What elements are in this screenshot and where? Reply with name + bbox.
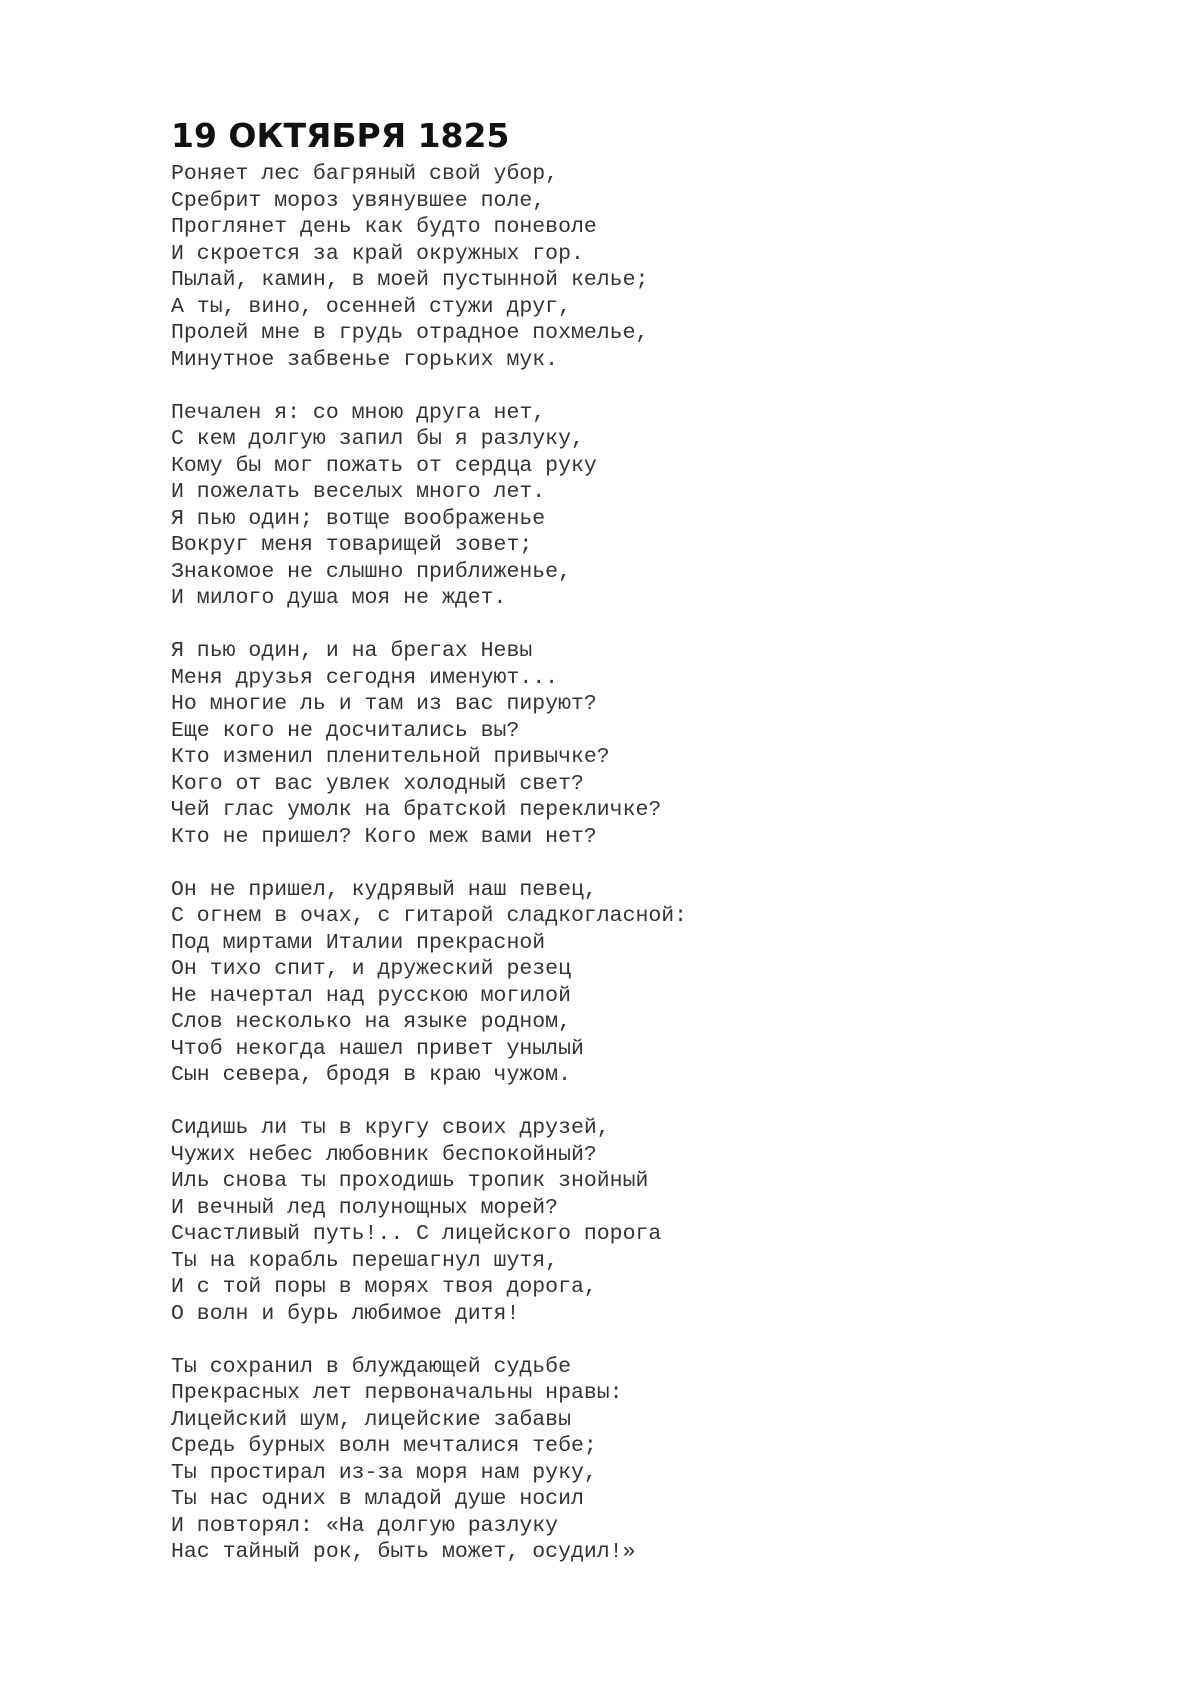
poem-line: Вокруг меня товарищей зовет; [171, 533, 533, 557]
poem-line: Ты простирал из-за моря нам руку, [171, 1460, 597, 1485]
poem-line: Сын севера, бродя в краю чужом. [171, 1063, 571, 1087]
poem-line: Счастливый путь!.. С лицейского порога [171, 1222, 662, 1246]
stanza-3 [171, 638, 1151, 850]
poem-line: Кого от вас увлек холодный свет? [171, 771, 584, 796]
poem-line: С кем долгую запил бы я разлуку, [171, 427, 584, 451]
poem-line: Слов несколько на языке родном, [171, 1010, 571, 1034]
poem-line: Роняет лес багряный свой убор, [171, 162, 559, 186]
poem-line: Ты нас одних в младой душе носил [171, 1487, 584, 1511]
poem-line: Но многие ль и там из вас пируют? [171, 692, 597, 716]
stanza-5 [171, 1115, 1151, 1327]
poem-line: А ты, вино, осенней стужи друг, [171, 294, 571, 319]
stanza-6 [171, 1354, 1151, 1566]
poem-line: И с той поры в морях твоя дорога, [171, 1275, 597, 1299]
poem-line: Под миртами Италии прекрасной [171, 930, 546, 955]
poem-line: Нас тайный рок, быть может, осудил!» [171, 1540, 636, 1564]
poem-line: Пылай, камин, в моей пустынной келье; [171, 268, 649, 292]
poem-body [171, 161, 1151, 1592]
poem-line: Сребрит мороз увянувшее поле, [171, 188, 546, 213]
poem-line: И скроется за край окружных гор. [171, 241, 584, 266]
poem-line: Печален я: со мною друга нет, [171, 400, 546, 425]
poem-line: Иль снова ты проходишь тропик знойный [171, 1169, 649, 1193]
poem-line: И милого душа моя не ждет. [171, 586, 507, 610]
poem-line: Чтоб некогда нашел привет унылый [171, 1036, 584, 1061]
stanza-2 [171, 400, 1151, 612]
poem-line: Чужих небес любовник беспокойный? [171, 1142, 597, 1167]
poem-line: Чей глас умолк на братской перекличке? [171, 798, 662, 822]
poem-line: И пожелать веселых много лет. [171, 480, 546, 504]
poem-line: С огнем в очах, с гитарой сладкогласной: [171, 904, 688, 928]
poem-line: Прекрасных лет первоначальны нравы: [171, 1381, 623, 1405]
poem-line: Ты сохранил в блуждающей судьбе [171, 1354, 571, 1379]
poem-line: Еще кого не досчитались вы? [171, 718, 520, 743]
poem-line: Кому бы мог пожать от сердца руку [171, 453, 597, 478]
poem-line: Минутное забвенье горьких мук. [171, 347, 559, 372]
poem-title: 19 ОКТЯБРЯ 1825 [171, 116, 510, 155]
stanza-1 [171, 161, 1151, 373]
poem-line: Меня друзья сегодня именуют... [171, 665, 559, 690]
poem-line: Средь бурных волн мечталися тебе; [171, 1434, 597, 1458]
poem-line: Лицейский шум, лицейские забавы [171, 1407, 571, 1432]
poem-line: Кто изменил пленительной привычке? [171, 745, 610, 769]
poem-line: Проглянет день как будто поневоле [171, 215, 597, 239]
poem-line: Я пью один; вотще воображенье [171, 506, 546, 531]
poem-line: И вечный лед полунощных морей? [171, 1195, 559, 1220]
poem-line: Я пью один, и на брегах Невы [171, 639, 533, 663]
poem-line: Сидишь ли ты в кругу своих друзей, [171, 1116, 610, 1140]
poem-line: И повторял: «На долгую разлуку [171, 1513, 559, 1538]
poem-line: Ты на корабль перешагнул шутя, [171, 1248, 559, 1273]
poem-line: Не начертал над русскою могилой [171, 983, 571, 1008]
stanza-4 [171, 877, 1151, 1089]
poem-line: О волн и бурь любимое дитя! [171, 1301, 520, 1326]
poem-line: Он тихо спит, и дружеский резец [171, 957, 571, 981]
poem-line: Он не пришел, кудрявый наш певец, [171, 877, 597, 902]
poem-line: Кто не пришел? Кого меж вами нет? [171, 824, 597, 849]
poem-line: Знакомое не слышно приближенье, [171, 559, 571, 584]
poem-line: Пролей мне в грудь отрадное похмелье, [171, 321, 649, 345]
